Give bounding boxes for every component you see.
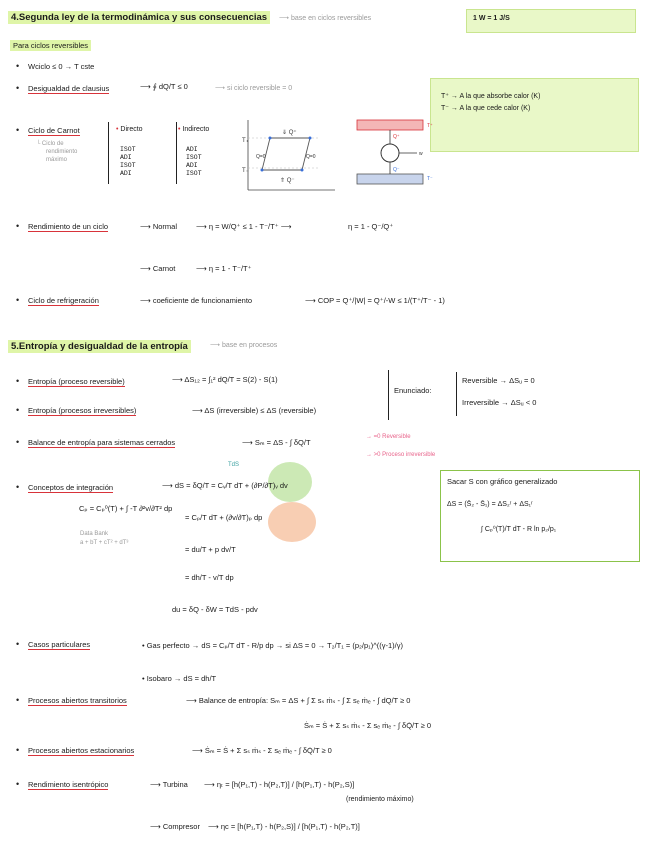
directo-label: • Directo bbox=[116, 126, 143, 133]
svg-text:Q⁺: Q⁺ bbox=[393, 134, 400, 140]
svg-text:Q=0: Q=0 bbox=[256, 154, 266, 160]
enunciado-divider-2 bbox=[456, 372, 457, 416]
abiertos-tr-eq2: Ṡₘ = Ṡ + Σ sₛ ṁₛ - Σ sₑ ṁₑ - ∫ δQ̇/T ≥ 0 bbox=[304, 721, 432, 730]
cop-equation: ⟶ COP = Q⁺/|W| = Q⁺/-W ≤ 1/(T⁺/T⁻ - 1) bbox=[305, 296, 445, 305]
rendimiento-normal: ⟶ Normal bbox=[140, 222, 178, 231]
carnot-divider-1 bbox=[108, 122, 109, 184]
balance-cases: → =0 Reversible → >0 Proceso irreversible bbox=[366, 434, 436, 458]
isobaro: • Isobaro → dS = dh/T bbox=[142, 674, 217, 683]
refrigeracion-text: ⟶ coeficiente de funcionamiento bbox=[140, 296, 253, 305]
integracion-label: Conceptos de integración bbox=[28, 483, 114, 492]
heat-engine-diagram bbox=[355, 118, 440, 186]
entropia-rev-label: Entropía (proceso reversible) bbox=[28, 377, 125, 386]
isentropico-label: Rendimiento isentrópico bbox=[28, 780, 109, 789]
casos-label: Casos particulares bbox=[28, 640, 91, 649]
svg-text:T⁻: T⁻ bbox=[427, 176, 433, 182]
abiertos-tr-eq1: ⟶ Balance de entropía: Sₘ = ΔS + ∫ Σ sₛ ṁₛ - ∫ Σ sₑ ṁₑ - ∫ dQ/T ≥ 0 bbox=[186, 696, 411, 705]
carnot-pv-diagram bbox=[240, 118, 340, 196]
rendimiento-carnot-eq: ⟶ η = 1 - T⁻/T⁺ bbox=[196, 264, 252, 273]
abiertos-tr-label: Procesos abiertos transitorios bbox=[28, 696, 127, 705]
section4-title: 4.Segunda ley de la termodinámica y sus consecuencias bbox=[8, 11, 270, 24]
integracion-item bbox=[28, 483, 113, 492]
directo-list: ISOT ADI ISOT ADI bbox=[120, 146, 136, 177]
wciclo-item: • Wciclo ≤ 0 → T cste bbox=[28, 62, 94, 71]
balance-item bbox=[28, 438, 175, 447]
svg-text:w: w bbox=[419, 151, 423, 157]
tds-label: TdS bbox=[228, 462, 240, 468]
enunciado-label: Enunciado: bbox=[394, 386, 432, 395]
generalized-box-eq1: ΔS = (S̄₂ - S̄₁) = ΔS₂ʳ + ΔS₁ʳ bbox=[447, 501, 533, 508]
generalized-box-title: Sacar S con gráfico generalizado bbox=[447, 477, 558, 486]
integracion-eq5: du = δQ - δW = TdS - pdv bbox=[172, 605, 258, 614]
svg-text:⇑ Q⁻: ⇑ Q⁻ bbox=[280, 178, 295, 184]
data-bank-note: Data Bank a + bT + cT² + dT³ bbox=[80, 531, 129, 546]
compresor-eq: ⟶ ηc = [h(P₁,T) - h(P₂,S)] / [h(P₁,T) - h(P₂,T)] bbox=[208, 822, 360, 831]
svg-text:T₋: T₋ bbox=[242, 168, 249, 174]
unit-box bbox=[466, 9, 636, 33]
integracion-eq2: = Cₚ/T dT + (∂v/∂T)ₚ dp bbox=[185, 513, 263, 522]
entropia-rev-eq: ⟶ ΔS₁₂ = ∫₁² dQ/T = S(2) - S(1) bbox=[172, 375, 278, 384]
enunciado-irr: Irreversible → ΔSᵤ < 0 bbox=[462, 398, 537, 407]
carnot-subnote: └ Ciclo de rendimiento máximo bbox=[36, 141, 78, 163]
entropia-irr-item bbox=[28, 406, 136, 415]
rendimiento-item bbox=[28, 222, 108, 231]
clausius-label: Desigualdad de clausius bbox=[28, 84, 110, 93]
balance-eq: ⟶ Sₘ = ΔS - ∫ δQ/T bbox=[242, 438, 311, 447]
turbina-eq: ⟶ ηₜ = [h(P₁,T) - h(P₂,T)] / [h(P₁,T) - h(P₂,S)] bbox=[204, 780, 355, 789]
rendimiento-eq2: η = 1 - Q⁻/Q⁺ bbox=[348, 222, 394, 231]
balance-label: Balance de entropía para sistemas cerrados bbox=[28, 438, 176, 447]
indirecto-label: • Indirecto bbox=[178, 126, 210, 133]
refrigeracion-label: Ciclo de refrigeración bbox=[28, 296, 99, 305]
enunciado-rev: Reversible → ΔSᵤ = 0 bbox=[462, 376, 535, 385]
enunciado-divider bbox=[388, 370, 389, 420]
cp-equation: Cₚ = Cₚ⁰(T) + ∫ -T ∂²v/∂T² dp bbox=[79, 504, 173, 513]
entropia-irr-label: Entropía (procesos irreversibles) bbox=[28, 406, 137, 415]
section5-note: ⟶ base en procesos bbox=[210, 342, 278, 349]
rendimiento-label: Rendimiento de un ciclo bbox=[28, 222, 109, 231]
clausius-note: ⟶ si ciclo reversible = 0 bbox=[215, 85, 293, 92]
section4-note: ⟶ base en ciclos reversibles bbox=[279, 15, 372, 22]
rendimiento-carnot: ⟶ Carnot bbox=[140, 264, 176, 273]
abiertos-est-label: Procesos abiertos estacionarios bbox=[28, 746, 135, 755]
isentropico-item bbox=[28, 780, 108, 789]
carnot-divider-2 bbox=[176, 122, 177, 184]
entropia-rev-item bbox=[28, 377, 125, 386]
compresor-label: ⟶ Compresor bbox=[150, 822, 200, 831]
integracion-eq4: = dh/T - v/T dp bbox=[185, 573, 234, 582]
carnot-label: Ciclo de Carnot bbox=[28, 126, 80, 135]
svg-text:T₊: T₊ bbox=[242, 138, 249, 144]
clausius-item bbox=[28, 84, 109, 93]
refrigeracion-item bbox=[28, 296, 99, 305]
abiertos-tr-item bbox=[28, 696, 127, 705]
svg-text:Q⁻: Q⁻ bbox=[393, 167, 400, 173]
section5-title: 5.Entropía y desigualdad de la entropía bbox=[8, 340, 191, 353]
svg-text:T⁺: T⁺ bbox=[427, 123, 433, 129]
carnot-item bbox=[28, 126, 80, 135]
turbina-label: ⟶ Turbina bbox=[150, 780, 188, 789]
box-line-2: T⁻ → A la que cede calor (K) bbox=[441, 105, 531, 112]
rendimiento-maximo: (rendimiento máximo) bbox=[346, 796, 414, 803]
abiertos-est-eq: ⟶ Ṡₘ = Ṡ + Σ sₛ ṁₛ - Σ sₑ ṁₑ - ∫ δQ̇/T ≥ 0 bbox=[192, 746, 332, 755]
entropia-irr-eq: ⟶ ΔS (irreversible) ≤ ΔS (reversible) bbox=[192, 406, 317, 415]
box-line-1: T⁺ → A la que absorbe calor (K) bbox=[441, 93, 541, 100]
section4-subtitle: Para ciclos reversibles bbox=[10, 40, 91, 51]
gas-perfecto: • Gas perfecto → dS = Cₚ/T dT - R/p dp → si ΔS = 0 → T₂/T₁ = (p₂/p₁)^((γ-1)/γ) bbox=[142, 641, 403, 650]
orange-highlight bbox=[268, 502, 316, 542]
integracion-eq1: ⟶ dS = δQ/T = Cᵥ/T dT + (∂P/∂T)ᵥ dv bbox=[162, 481, 288, 490]
rendimiento-eq1: ⟶ η = W/Q⁺ ≤ 1 - T⁻/T⁺ ⟶ bbox=[196, 222, 292, 231]
generalized-box-eq2: ∫ Cₚ⁰(T)/T dT - R ln p₂/p₁ bbox=[481, 526, 557, 533]
unit-box-text: 1 W = 1 J/S bbox=[473, 15, 510, 22]
clausius-equation: ⟶ ∮ dQ/T ≤ 0 bbox=[140, 82, 188, 91]
svg-text:⇓ Q⁺: ⇓ Q⁺ bbox=[282, 130, 297, 136]
abiertos-est-item bbox=[28, 746, 134, 755]
temperature-note-box bbox=[430, 78, 639, 152]
casos-item bbox=[28, 640, 90, 649]
indirecto-list: ADI ISOT ADI ISOT bbox=[186, 146, 202, 177]
generalized-chart-box bbox=[440, 470, 640, 562]
svg-text:Q=0: Q=0 bbox=[306, 154, 316, 160]
integracion-eq3: = du/T + p dv/T bbox=[185, 545, 236, 554]
